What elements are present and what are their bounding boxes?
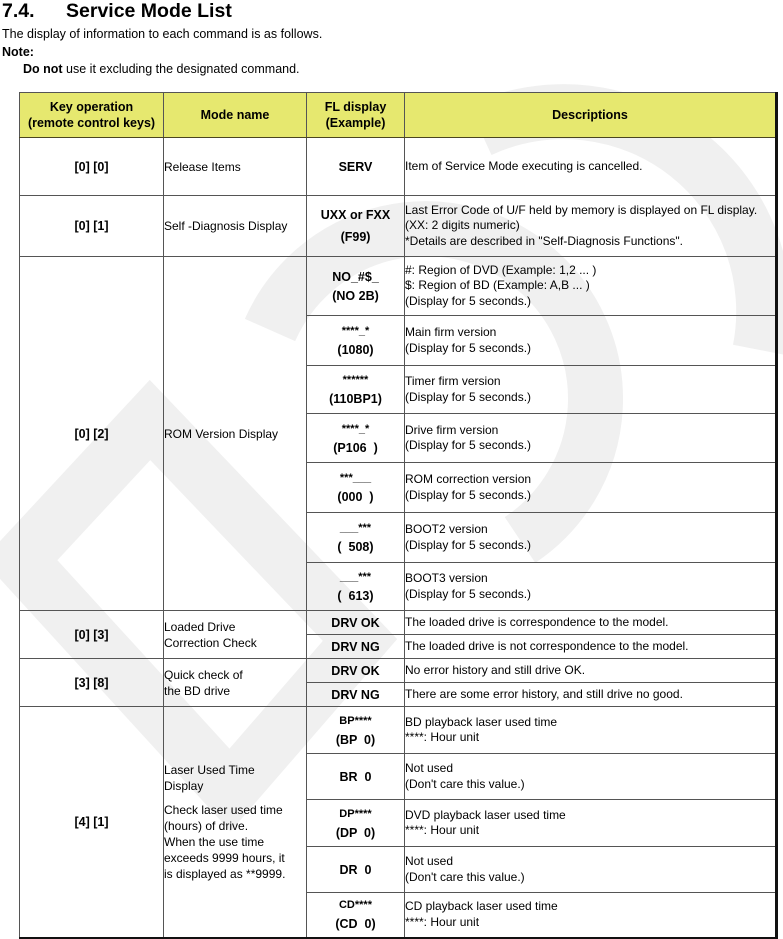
desc-cell bbox=[405, 316, 777, 366]
section-number: 7.4. bbox=[2, 0, 35, 22]
desc-line: Not used bbox=[405, 854, 454, 868]
mode-line: the BD drive bbox=[164, 683, 231, 698]
service-mode-table bbox=[19, 92, 778, 939]
header-fl-line1: FL display bbox=[324, 100, 387, 114]
fl-example: ( 508) bbox=[337, 540, 374, 554]
mode-cell bbox=[164, 707, 307, 938]
fl-cell bbox=[307, 196, 405, 257]
fl-pattern: ****** bbox=[342, 374, 369, 386]
desc-line: (Display for 5 seconds.) bbox=[405, 389, 532, 404]
note-emphasis: Do not bbox=[23, 62, 63, 76]
mode-line: Check laser used time bbox=[164, 802, 283, 817]
desc-line: (Don't care this value.) bbox=[405, 776, 525, 791]
header-key-line2: (remote control keys) bbox=[27, 116, 156, 130]
key-cell: [0] [2] bbox=[20, 257, 164, 611]
desc-line: ****: Hour unit bbox=[405, 823, 480, 837]
desc-line: BD playback laser used time bbox=[405, 714, 558, 729]
desc-line: Drive firm version bbox=[405, 422, 499, 437]
desc-line: (Display for 5 seconds.) bbox=[405, 586, 532, 601]
key-cell: [3] [8] bbox=[20, 659, 164, 707]
desc-line: (Don't care this value.) bbox=[405, 869, 525, 884]
table-header-row bbox=[20, 93, 777, 138]
desc-cell: The loaded drive is correspondence to the model. bbox=[405, 611, 777, 635]
desc-cell bbox=[405, 847, 777, 893]
mode-cell bbox=[164, 611, 307, 659]
desc-line: (Display for 5 seconds.) bbox=[405, 487, 532, 502]
table-row bbox=[20, 707, 777, 754]
desc-cell: Item of Service Mode executing is cancelled. bbox=[405, 138, 777, 196]
table-row bbox=[20, 257, 777, 316]
header-fl-display bbox=[307, 93, 405, 138]
header-key-line1: Key operation bbox=[49, 100, 134, 114]
key-cell: [0] [1] bbox=[20, 196, 164, 257]
table-row bbox=[20, 659, 777, 683]
table-row bbox=[20, 196, 777, 257]
fl-pattern: ***___ bbox=[339, 472, 372, 484]
fl-example: (000 ) bbox=[337, 490, 374, 504]
header-descriptions: Descriptions bbox=[405, 93, 777, 138]
fl-example: ( 613) bbox=[337, 589, 374, 603]
fl-cell: DR 0 bbox=[307, 847, 405, 893]
desc-line: ****: Hour unit bbox=[405, 914, 480, 929]
mode-line: exceeds 9999 hours, it bbox=[164, 850, 285, 865]
desc-line: Main firm version bbox=[405, 325, 497, 339]
fl-pattern: CD**** bbox=[338, 899, 372, 912]
mode-line: Correction Check bbox=[164, 635, 257, 650]
fl-cell bbox=[307, 563, 405, 611]
desc-line: #: Region of DVD (Example: 1,2 ... ) bbox=[405, 262, 597, 277]
desc-cell: The loaded drive is not correspondence to the model. bbox=[405, 635, 777, 659]
fl-example: (CD 0) bbox=[335, 917, 376, 932]
fl-pattern: NO_#$_ bbox=[332, 269, 379, 284]
desc-line: CD playback laser used time bbox=[405, 899, 558, 914]
fl-cell bbox=[307, 513, 405, 563]
desc-line: Last Error Code of U/F held by memory is displayed on FL display. bbox=[405, 202, 758, 217]
desc-line: (Display for 5 seconds.) bbox=[405, 438, 532, 452]
mode-cell: Release Items bbox=[164, 138, 307, 196]
fl-cell bbox=[307, 257, 405, 316]
desc-cell bbox=[405, 893, 777, 938]
fl-cell: DRV OK bbox=[307, 659, 405, 683]
desc-line: $: Region of BD (Example: A,B ... ) bbox=[405, 278, 590, 293]
section-title bbox=[2, 0, 232, 23]
mode-line: Laser Used Time bbox=[164, 762, 255, 777]
fl-pattern: ****_* bbox=[341, 325, 370, 337]
fl-pattern: ___*** bbox=[339, 571, 372, 583]
header-key-operation bbox=[20, 93, 164, 138]
fl-example: (1080) bbox=[337, 343, 374, 357]
fl-example: (NO 2B) bbox=[332, 288, 379, 303]
desc-line: (Display for 5 seconds.) bbox=[405, 340, 532, 355]
desc-line: ****: Hour unit bbox=[405, 730, 480, 744]
desc-line: *Details are described in "Self-Diagnosis Functions". bbox=[405, 233, 683, 248]
desc-line: Not used bbox=[405, 761, 454, 775]
desc-line: Timer firm version bbox=[405, 374, 501, 388]
desc-cell bbox=[405, 513, 777, 563]
desc-cell bbox=[405, 754, 777, 800]
fl-cell bbox=[307, 707, 405, 754]
fl-pattern: ****_* bbox=[341, 422, 370, 435]
fl-pattern: BP**** bbox=[339, 714, 372, 727]
fl-cell: DRV NG bbox=[307, 683, 405, 707]
mode-line: (hours) of drive. bbox=[164, 818, 249, 833]
fl-cell bbox=[307, 893, 405, 938]
mode-line: Loaded Drive bbox=[164, 619, 236, 634]
desc-cell: There are some error history, and still drive no good. bbox=[405, 683, 777, 707]
fl-example: (BP 0) bbox=[335, 732, 376, 747]
fl-cell bbox=[307, 414, 405, 463]
fl-pattern: UXX or FXX bbox=[320, 208, 391, 222]
desc-line: DVD playback laser used time bbox=[405, 807, 566, 822]
note-text bbox=[23, 62, 300, 76]
desc-cell bbox=[405, 196, 777, 257]
desc-line: BOOT2 version bbox=[405, 522, 488, 536]
desc-cell bbox=[405, 800, 777, 847]
fl-cell: DRV NG bbox=[307, 635, 405, 659]
desc-line: (Display for 5 seconds.) bbox=[405, 293, 532, 308]
fl-example: (P106 ) bbox=[333, 440, 378, 455]
fl-cell bbox=[307, 316, 405, 366]
desc-cell bbox=[405, 707, 777, 754]
fl-pattern: DP**** bbox=[339, 807, 372, 820]
fl-example: (110BP1) bbox=[329, 392, 382, 406]
desc-line: ROM correction version bbox=[405, 472, 532, 486]
fl-cell bbox=[307, 366, 405, 414]
desc-cell bbox=[405, 366, 777, 414]
section-title-text: Service Mode List bbox=[66, 0, 232, 22]
fl-cell: BR 0 bbox=[307, 754, 405, 800]
desc-line: BOOT3 version bbox=[405, 571, 488, 585]
desc-cell: No error history and still drive OK. bbox=[405, 659, 777, 683]
mode-cell: ROM Version Display bbox=[164, 257, 307, 611]
intro-text: The display of information to each command is as follows. bbox=[2, 27, 323, 41]
fl-example: (DP 0) bbox=[335, 825, 376, 840]
mode-line: is displayed as **9999. bbox=[164, 866, 286, 881]
header-mode-name: Mode name bbox=[164, 93, 307, 138]
fl-cell bbox=[307, 463, 405, 513]
fl-cell bbox=[307, 800, 405, 847]
desc-cell bbox=[405, 414, 777, 463]
note-label: Note: bbox=[2, 45, 34, 59]
desc-cell bbox=[405, 563, 777, 611]
fl-cell: SERV bbox=[307, 138, 405, 196]
desc-line: (Display for 5 seconds.) bbox=[405, 537, 532, 552]
fl-example: (F99) bbox=[340, 230, 371, 244]
fl-cell: DRV OK bbox=[307, 611, 405, 635]
mode-cell bbox=[164, 659, 307, 707]
desc-cell bbox=[405, 257, 777, 316]
key-cell: [4] [1] bbox=[20, 707, 164, 938]
desc-cell bbox=[405, 463, 777, 513]
mode-line: When the use time bbox=[164, 834, 265, 849]
table-row bbox=[20, 611, 777, 635]
mode-line: Quick check of bbox=[164, 667, 243, 682]
key-cell: [0] [0] bbox=[20, 138, 164, 196]
table-row bbox=[20, 138, 777, 196]
key-cell: [0] [3] bbox=[20, 611, 164, 659]
note-body: use it excluding the designated command. bbox=[62, 62, 300, 76]
desc-line: (XX: 2 digits numeric) bbox=[405, 218, 520, 233]
header-fl-line2: (Example) bbox=[325, 116, 386, 130]
fl-pattern: ___*** bbox=[339, 522, 372, 534]
mode-line: Display bbox=[164, 778, 204, 793]
mode-cell: Self -Diagnosis Display bbox=[164, 196, 307, 257]
